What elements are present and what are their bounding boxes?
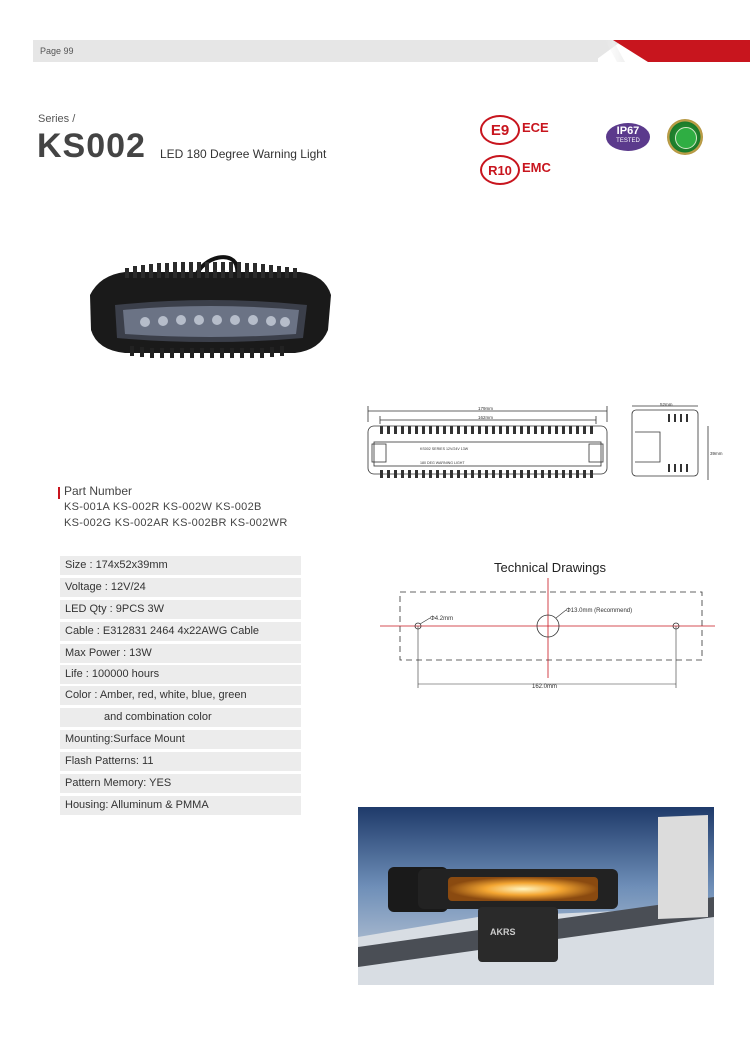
- dim-height-label: 39mm: [710, 451, 723, 456]
- ip67-tested: TESTED: [616, 138, 640, 144]
- series-label: Series /: [38, 113, 76, 125]
- spec-color: Color : Amber, red, white, blue, green: [60, 686, 301, 705]
- technical-drawing-top: [360, 402, 730, 492]
- product-subtitle: LED 180 Degree Warning Light: [160, 147, 327, 161]
- spec-life: Life : 100000 hours: [60, 665, 301, 684]
- ip67-badge: [606, 123, 650, 151]
- part-number-line-2: KS-002G KS-002AR KS-002BR KS-002WR: [64, 517, 288, 529]
- ip67-text: IP67: [616, 125, 640, 137]
- spec-cable: Cable : E312831 2464 4x22AWG Cable: [60, 622, 301, 641]
- hole-large-label: Φ13.0mm (Recommend): [566, 608, 633, 614]
- spec-voltage: Voltage : 12V/24: [60, 578, 301, 597]
- model-title: KS002: [37, 127, 146, 165]
- spec-mounting: Mounting:Surface Mount: [60, 730, 301, 749]
- r10-cert-mark: R10: [480, 155, 520, 185]
- housing-label-line2: 180 DEG WARNING LIGHT: [420, 461, 465, 465]
- part-number-marker: [58, 487, 60, 499]
- photo-brand-text: AKRS: [490, 927, 516, 937]
- spec-max-power: Max Power : 13W: [60, 644, 301, 663]
- page-number: Page 99: [40, 46, 74, 56]
- dim-inner-label: 162mm: [478, 415, 494, 420]
- e9-cert-mark: E9: [480, 115, 520, 145]
- rohs-seal-icon: [667, 119, 703, 155]
- technical-drawings-title: Technical Drawings: [494, 560, 606, 575]
- part-number-line-1: KS-001A KS-002R KS-002W KS-002B: [64, 501, 262, 513]
- product-photo: [358, 807, 714, 985]
- spec-pattern-memory: Pattern Memory: YES: [60, 774, 301, 793]
- emc-label: EMC: [522, 160, 551, 175]
- dim-depth-label: 52mm: [660, 402, 673, 407]
- spec-housing: Housing: Alluminum & PMMA: [60, 796, 301, 815]
- housing-label-line1: KS002 SERIES 12V/24V 13W: [420, 447, 469, 451]
- header-band: [33, 40, 750, 62]
- spec-size: Size : 174x52x39mm: [60, 556, 301, 575]
- part-number-title: Part Number: [64, 484, 133, 498]
- technical-drawing-mounting: [380, 578, 720, 693]
- dim-total-label: 179mm: [478, 406, 494, 411]
- hole-small-label: Φ4.2mm: [430, 616, 454, 622]
- spacing-label: 162.0mm: [532, 684, 558, 690]
- spec-flash-patterns: Flash Patterns: 11: [60, 752, 301, 771]
- spec-color-cont: and combination color: [60, 708, 301, 727]
- product-image: [85, 250, 335, 360]
- spec-led-qty: LED Qty : 9PCS 3W: [60, 600, 301, 619]
- ece-label: ECE: [522, 120, 549, 135]
